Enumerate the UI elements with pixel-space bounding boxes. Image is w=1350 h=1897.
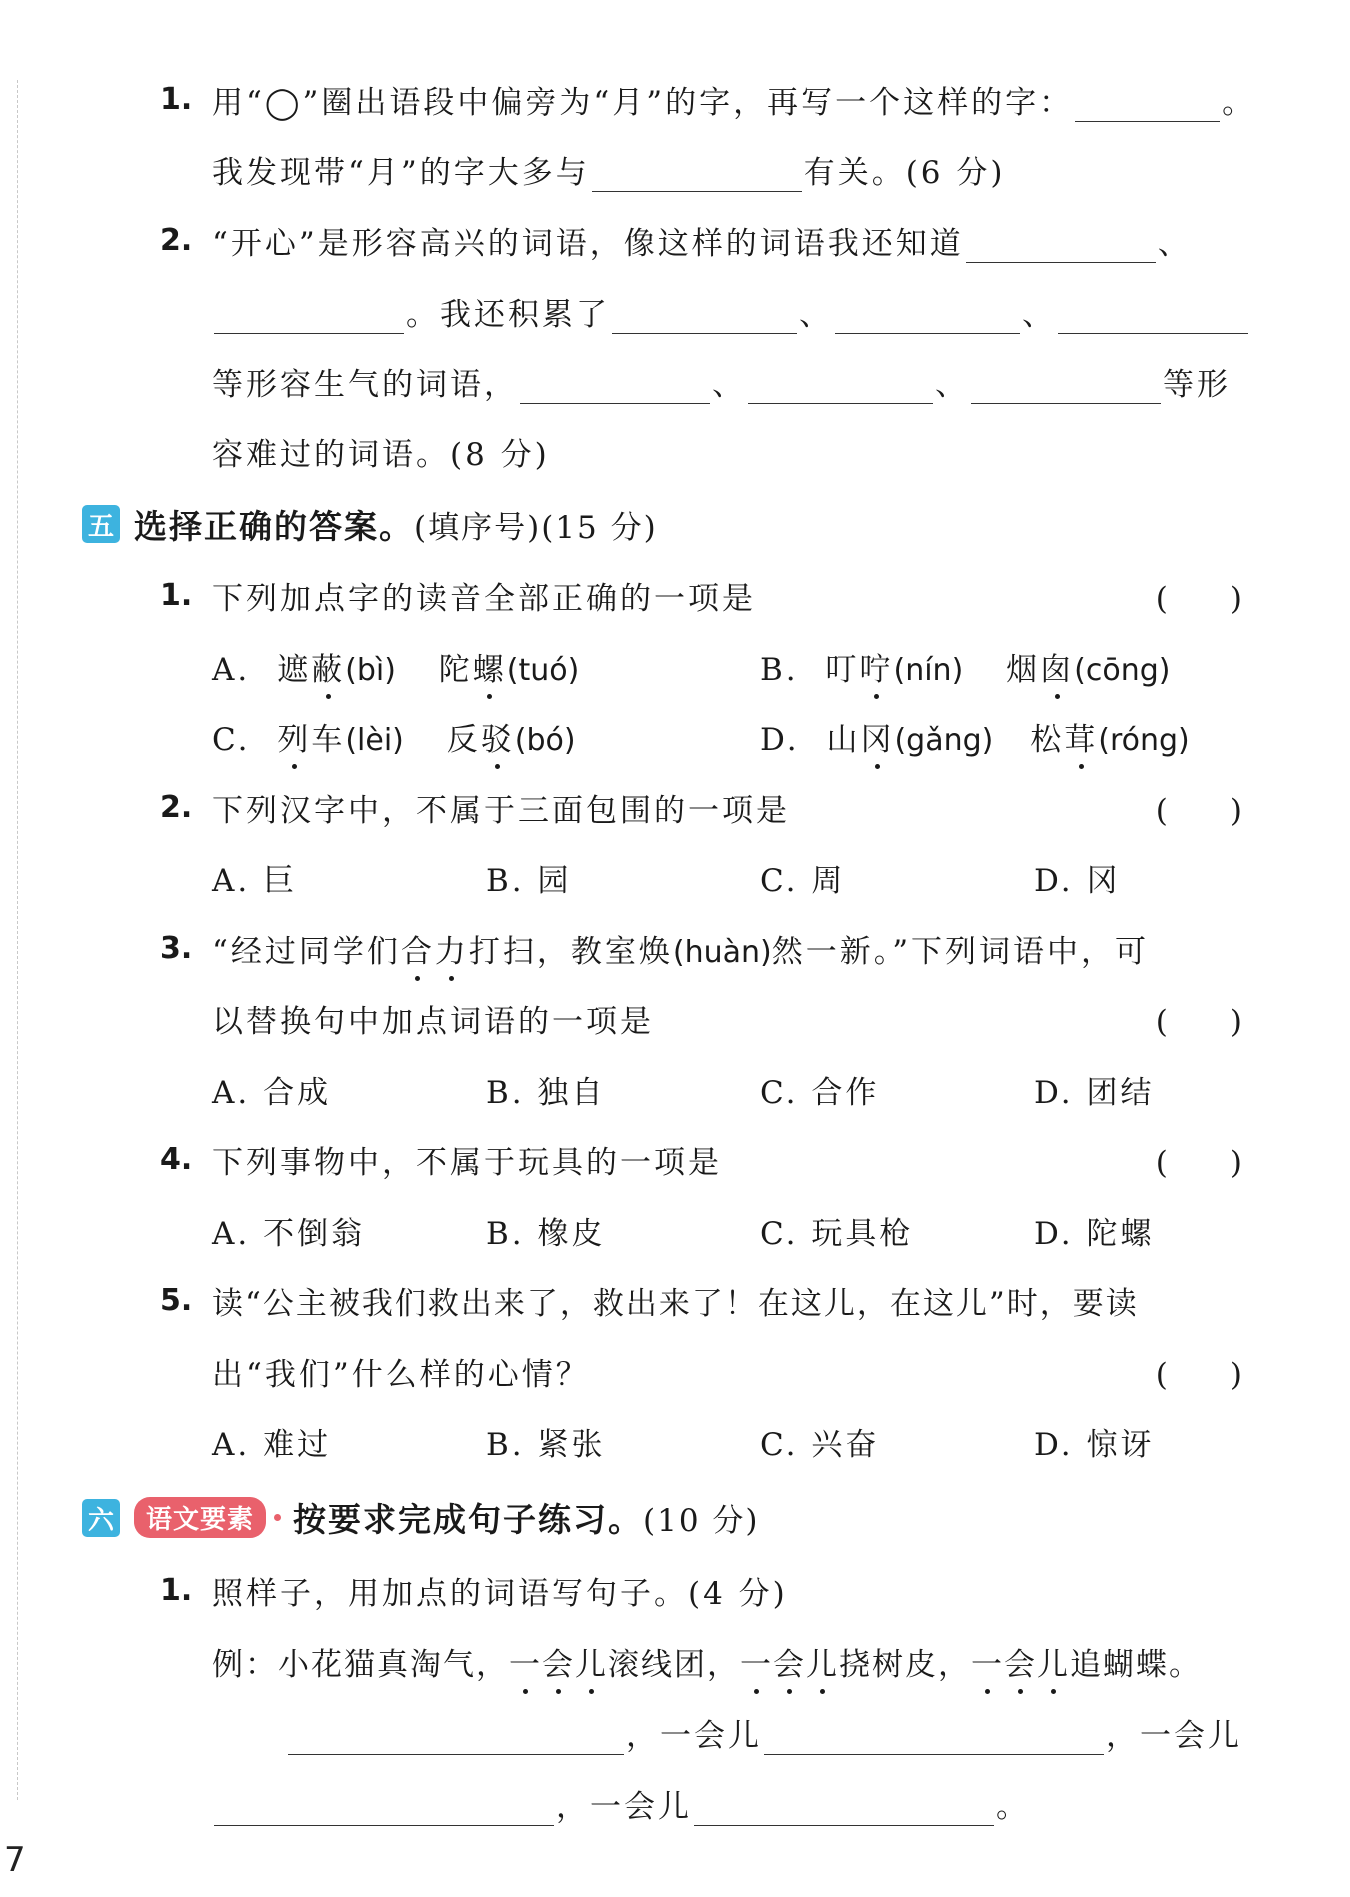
s5-q4-stem-line (0, 1124, 1350, 1194)
option-label: A. (212, 651, 251, 688)
blank-input[interactable] (694, 1791, 994, 1826)
option-label: D. (760, 721, 800, 758)
example-part: 追蝴蝶。 (1070, 1646, 1202, 1683)
dotted-char: 列 (277, 714, 311, 759)
s6-q1-stem-line (0, 1555, 1350, 1625)
s5-q4-options (0, 1195, 1350, 1265)
blank-input[interactable] (592, 157, 802, 192)
p4-q2-line3-text (212, 359, 1231, 404)
pinyin: (bó) (514, 722, 576, 758)
dotted-char: 驳 (481, 714, 515, 759)
s5-q4-option-a[interactable]: A. 不倒翁 (212, 1215, 366, 1252)
example-part: 例：小花猫真淘气， (212, 1646, 509, 1683)
p4-q1-end: 。 (1222, 84, 1257, 121)
answer-paren[interactable]: ( ) (1155, 580, 1242, 617)
s5-q1-stem: 下列加点字的读音全部正确的一项是 (212, 580, 756, 617)
s5-q3-line2-text: 以替换句中加点词语的一项是 (212, 1003, 654, 1040)
p4-q1-stem: 用“◯”圈出语段中偏旁为“月”的字，再写一个这样的字： (212, 84, 1074, 121)
option-char: 车 (311, 721, 346, 758)
example-part: 滚线团， (608, 1646, 740, 1683)
section6-tag: 语文要素 (134, 1497, 266, 1538)
s6-q1-stem: 照样子，用加点的词语写句子。(4 分) (212, 1575, 788, 1612)
s5-q3-option-c[interactable]: C. 合作 (760, 1074, 880, 1111)
p4-q2-number: 2. (160, 222, 193, 258)
pinyin: (lèi) (345, 722, 404, 758)
page-number: 7 (4, 1840, 26, 1880)
stem-part: 打扫，教室焕 (468, 933, 673, 970)
s5-q5-line2 (0, 1336, 1350, 1406)
dotted-char: 冈 (860, 714, 894, 759)
s5-q2-option-c[interactable]: C. 周 (760, 862, 846, 899)
separator: 、 (1022, 296, 1056, 333)
section6-title-extra: (10 分) (643, 1502, 760, 1539)
s5-q3-option-d[interactable]: D. 团结 (1034, 1074, 1155, 1111)
s5-q4-number: 4. (160, 1141, 193, 1177)
s5-q2-stem: 下列汉字中，不属于三面包围的一项是 (212, 792, 790, 829)
s5-q5-line2-text: 出“我们”什么样的心情？ (212, 1356, 590, 1393)
s5-q1-number: 1. (160, 577, 193, 613)
p4-q1-line2-b: 有关。(6 分) (803, 154, 1006, 191)
dotted-char: 螺 (473, 644, 507, 689)
s5-q4-option-d[interactable]: D. 陀螺 (1034, 1215, 1155, 1252)
s5-q1-options-ab (0, 631, 1350, 701)
s5-q2-option-b[interactable]: B. 园 (486, 862, 572, 899)
separator: 、 (799, 296, 833, 333)
p4-q2-line3-end: 等形 (1163, 366, 1231, 403)
p4-q2-line4-text: 容难过的词语。(8 分) (212, 436, 550, 473)
s5-q4-option-b[interactable]: B. 橡皮 (486, 1215, 606, 1252)
p4-q1-text (212, 77, 1256, 122)
connector-text: ，一会儿 (1106, 1717, 1242, 1754)
s5-q1-option-c[interactable] (212, 714, 576, 759)
blank-input[interactable] (835, 299, 1020, 334)
s5-q3-stem (212, 926, 1149, 971)
option-char: 叮 (825, 651, 860, 688)
s5-q2-option-a[interactable]: A. 巨 (212, 862, 298, 899)
blank-input[interactable] (612, 299, 797, 334)
example-part: 挠树皮， (839, 1646, 971, 1683)
p4-q1-line2-a: 我发现带“月”的字大多与 (212, 154, 590, 191)
s5-q2-stem-line (0, 772, 1350, 842)
option-label: B. (760, 651, 799, 688)
s6-q1-example (0, 1626, 1350, 1696)
s5-q1-stem-line (0, 560, 1350, 630)
section5-badge: 五 (82, 505, 120, 543)
s5-q3-line2 (0, 983, 1350, 1053)
section6-badge: 六 (82, 1499, 120, 1537)
s5-q5-option-b[interactable]: B. 紧张 (486, 1426, 606, 1463)
s5-q5-option-d[interactable]: D. 惊讶 (1034, 1426, 1155, 1463)
s5-q1-option-a[interactable] (212, 644, 579, 689)
option-label: C. (212, 721, 251, 758)
dotted-char: 囱 (1040, 644, 1074, 689)
blank-input[interactable] (214, 1791, 554, 1826)
s6-q1-answer-line2 (0, 1768, 1350, 1838)
s6-q1-example-text (212, 1639, 1202, 1684)
answer-paren[interactable]: ( ) (1155, 1003, 1242, 1040)
stem-part: 然一新。”下列词语中，可 (771, 933, 1150, 970)
separator: 、 (1157, 225, 1192, 262)
blank-input[interactable] (1058, 299, 1248, 334)
dotted-char: 咛 (860, 644, 894, 689)
pinyin: (huàn) (672, 934, 772, 970)
s5-q5-option-c[interactable]: C. 兴奋 (760, 1426, 880, 1463)
dotted-char: 蔽 (311, 644, 345, 689)
s5-q4-stem: 下列事物中，不属于玩具的一项是 (212, 1144, 722, 1181)
s6-q1-answer-line1 (0, 1697, 1350, 1767)
dotted-word: 一会儿 (740, 1647, 839, 1683)
pinyin: (tuó) (506, 652, 580, 688)
blank-input[interactable] (288, 1720, 624, 1755)
s5-q5-options (0, 1406, 1350, 1476)
p4-q1-number: 1. (160, 81, 193, 117)
option-char: 反 (446, 721, 481, 758)
connector-text: ，一会儿 (626, 1717, 762, 1754)
section5-title-extra: (填序号)(15 分) (414, 509, 658, 546)
separator: 、 (935, 366, 969, 403)
p4-q2-text (212, 218, 1192, 263)
s5-q1-option-d[interactable] (760, 714, 1190, 759)
dotted-char: 茸 (1064, 714, 1098, 759)
option-char: 松 (1030, 721, 1065, 758)
section6-title-text: 按要求完成句子练习。 (293, 1499, 644, 1539)
answer-paren[interactable]: ( ) (1155, 1144, 1242, 1181)
p4-q2-stem: “开心”是形容高兴的词语，像这样的词语我还知道 (212, 225, 964, 262)
blank-input[interactable] (1075, 87, 1220, 122)
s5-q3-option-a[interactable]: A. 合成 (212, 1074, 332, 1111)
s5-q2-options (0, 842, 1350, 912)
tag-dot-icon (274, 1514, 281, 1521)
blank-input[interactable] (214, 299, 404, 334)
blank-input[interactable] (520, 369, 710, 404)
p4-q2-line2-text (212, 289, 1250, 334)
pinyin: (cōng) (1074, 652, 1171, 688)
s5-q3-stem-line (0, 913, 1350, 983)
dotted-char: 力 (435, 926, 469, 971)
s5-q2-option-d[interactable]: D. 冈 (1034, 862, 1121, 899)
section5-title-text: 选择正确的答案。 (134, 506, 414, 546)
option-char: 山 (826, 721, 861, 758)
blank-input[interactable] (748, 369, 933, 404)
blank-input[interactable] (966, 228, 1156, 263)
section5-title (134, 497, 658, 551)
blank-input[interactable] (971, 369, 1161, 404)
dotted-word: 一会儿 (971, 1647, 1070, 1683)
s5-q5-stem-line (0, 1265, 1350, 1335)
end-punct: 。 (996, 1788, 1030, 1825)
blank-input[interactable] (764, 1720, 1104, 1755)
s5-q5-option-a[interactable]: A. 难过 (212, 1426, 332, 1463)
connector-text: ，一会儿 (556, 1788, 692, 1825)
stem-part: “经过同学们 (212, 933, 401, 970)
option-char: 烟 (1006, 651, 1041, 688)
s5-q3-option-b[interactable]: B. 独自 (486, 1074, 606, 1111)
s5-q4-option-c[interactable]: C. 玩具枪 (760, 1215, 914, 1252)
s6-q1-number: 1. (160, 1572, 193, 1608)
s5-q5-stem: 读“公主被我们救出来了，救出来了！在这儿，在这儿”时，要读 (212, 1285, 1139, 1322)
s5-q3-options (0, 1054, 1350, 1124)
option-char: 遮 (277, 651, 312, 688)
p4-q2-line2-a: 。我还积累了 (406, 296, 610, 333)
answer-paren[interactable]: ( ) (1155, 792, 1242, 829)
pinyin: (nín) (893, 652, 964, 688)
pinyin: (róng) (1098, 722, 1190, 758)
section6-title (134, 1490, 760, 1544)
pinyin: (gǎng) (894, 722, 994, 758)
option-char: 陀 (438, 651, 473, 688)
s6-q1-answer2 (212, 1781, 1030, 1826)
s5-q1-options-cd (0, 701, 1350, 771)
s5-q2-number: 2. (160, 789, 193, 825)
p4-q1-line2-text (212, 147, 1005, 192)
pinyin: (bì) (345, 652, 396, 688)
dotted-word: 一会儿 (509, 1647, 608, 1683)
s5-q1-option-b[interactable] (760, 644, 1170, 689)
separator: 、 (712, 366, 746, 403)
s5-q3-number: 3. (160, 930, 193, 966)
s5-q5-number: 5. (160, 1282, 193, 1318)
dotted-char: 合 (401, 926, 435, 971)
answer-paren[interactable]: ( ) (1155, 1356, 1242, 1393)
s6-q1-answer1 (286, 1710, 1242, 1755)
p4-q2-line3-a: 等形容生气的词语， (212, 366, 518, 403)
